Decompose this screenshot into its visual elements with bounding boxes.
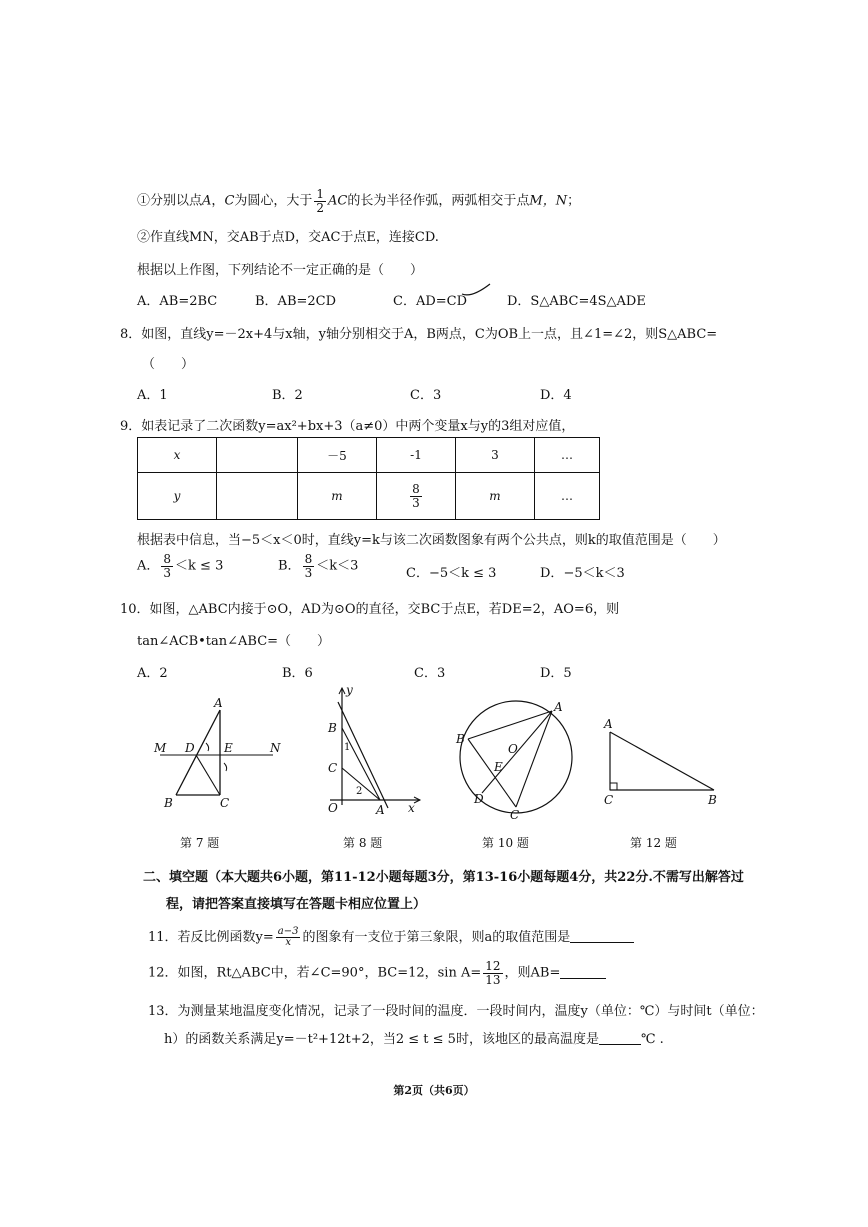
q7-point-a: A [202, 193, 212, 209]
q9-option-d-letter: D． [540, 566, 564, 581]
table-cell: x [138, 438, 217, 473]
q7-option-a: A．AB=2BC [137, 294, 218, 309]
q11-fraction: $\frac{a-3}{x}$ [277, 925, 299, 948]
fig12-label-a: A [604, 717, 613, 731]
q12-pre: 12．如图，Rt△ABC中，若∠C=90°，BC=12，sin A= [148, 965, 482, 981]
fig10-label-o: O [508, 742, 518, 756]
q11-text [148, 926, 634, 949]
fig12-label-c: C [604, 793, 614, 807]
fig8-label-y: y [346, 683, 353, 697]
q7-prompt: 根据以上作图，下列结论不一定正确的是（ ） [137, 263, 424, 278]
q13-text2-pre: h）的函数关系满足y=－t²+12t+2，当2 ≤ t ≤ 5时，该地区的最高温度是 [164, 1032, 599, 1047]
fig7-label-d: D [185, 741, 195, 755]
q7-option-b: B．AB=2CD [255, 294, 337, 309]
fig7-label-e: E [224, 741, 233, 755]
table-cell: -1 [377, 438, 456, 473]
page-footer: 第2页（共6页） [393, 1084, 475, 1097]
q8-paren: （ ） [142, 357, 195, 372]
fig10-label-e: E [494, 760, 503, 774]
q10-option-b: B．6 [282, 666, 313, 681]
q9-option-b-rest: ＜k＜3 [316, 558, 359, 574]
fig8-angle-1: 1 [344, 742, 351, 753]
fig8-label-o: O [328, 801, 338, 815]
caption-fig8: 第 8 题 [343, 836, 383, 850]
table-cell: m [298, 473, 377, 520]
q9-option-c-rest: −5＜k ≤ 3 [428, 566, 497, 581]
q7-point-c: C [224, 193, 235, 209]
step-marker-1: ① [137, 193, 151, 209]
fig10-label-d: D [474, 792, 484, 806]
q9-option-a-rest: ＜k ≤ 3 [175, 558, 224, 574]
table-cell: … [535, 438, 600, 473]
q9-prompt: 根据表中信息，当−5＜x＜0时，直线y=k与该二次函数图象有两个公共点，则k的取值范围是（ ） [137, 533, 726, 548]
q8-option-c: C．3 [410, 388, 442, 403]
q9-option-a-letter: A． [137, 558, 160, 574]
q9-option-a-frac: $\frac{8}{3}$ [163, 552, 172, 580]
table-row [138, 438, 600, 473]
table-cell: －5 [298, 438, 377, 473]
table-cell [217, 473, 298, 520]
q9-option-c [406, 562, 496, 581]
fig8-label-x: x [408, 801, 415, 815]
q7-step1-mid: 为圆心，大于 [234, 193, 313, 209]
q9-table-fraction: $\frac{8}{3}$ [412, 481, 420, 510]
q8-text: 8．如图，直线y=－2x+4与x轴，y轴分别相交于A，B两点，C为OB上一点，且∠1=∠2，则S△ABC= [120, 327, 718, 342]
table-cell [217, 438, 298, 473]
q10-option-d: D．5 [540, 666, 572, 681]
q8-option-a: A．1 [137, 388, 168, 403]
q10-text: 10．如图，△ABC内接于⊙O，AD为⊙O的直径，交BC于点E，若DE=2，AO=6，则 [120, 602, 620, 617]
answer-blank[interactable] [599, 1044, 641, 1045]
fig7-label-n: N [270, 741, 281, 755]
q9-text: 9．如表记录了二次函数y=ax²+bx+3（a≠0）中两个变量x与y的3组对应值， [120, 419, 575, 434]
q10-text2: tan∠ACB•tan∠ABC=（ ） [137, 634, 331, 649]
fig7-label-a: A [214, 696, 223, 710]
answer-blank[interactable] [570, 942, 634, 943]
q13-text2-post: ℃ . [640, 1032, 664, 1047]
table-cell [377, 473, 456, 520]
step-marker-2: ② [137, 230, 151, 245]
table-cell: y [138, 473, 217, 520]
q12-post: ，则AB= [504, 965, 561, 981]
fig8-label-b: B [328, 721, 337, 735]
q9-option-c-letter: C． [406, 566, 429, 581]
q9-option-b-letter: B． [278, 558, 301, 574]
check-mark-icon [460, 282, 492, 300]
figure-7 [148, 695, 288, 815]
fig8-angle-2: 2 [356, 786, 363, 797]
q12-text [148, 960, 606, 986]
fig10-label-c: C [510, 808, 520, 822]
fig8-label-a: A [376, 803, 385, 817]
figure-8 [320, 680, 430, 820]
q7-step2 [137, 226, 439, 245]
q9-option-b-frac: $\frac{8}{3}$ [304, 552, 313, 580]
q8-option-b: B．2 [272, 388, 303, 403]
fig10-label-b: B [456, 732, 465, 746]
q7-step1-post: 的长为半径作弧，两弧相交于点 [347, 193, 530, 209]
caption-fig12: 第 12 题 [630, 836, 677, 850]
q9-option-d [540, 562, 625, 581]
q11-pre: 11．若反比例函数y= [148, 930, 274, 945]
table-cell: m [456, 473, 535, 520]
q7-option-d: D．S△ABC=4S△ADE [507, 294, 646, 309]
table-cell: … [535, 473, 600, 520]
fig7-label-c: C [220, 796, 230, 810]
q7-segment-ac: AC [328, 193, 348, 209]
q9-option-d-rest: −5＜k＜3 [563, 566, 625, 581]
q11-post: 的图象有一支位于第三象限，则a的取值范围是 [302, 930, 571, 945]
fig8-label-c: C [328, 761, 338, 775]
figure-10 [452, 695, 582, 825]
q7-option-c: C．AD=CD [393, 294, 468, 309]
q13-text2 [164, 1028, 664, 1047]
q9-option-a [137, 553, 223, 579]
q9-option-b [278, 553, 358, 579]
q9-table [137, 437, 600, 520]
fig7-label-m: M [154, 741, 167, 755]
q7-step1: ①分别以点A，C为圆心，大于 $\frac{1}{2}$ AC的长为半径作弧，两弧相交于点M，N； [137, 187, 581, 215]
q7-step1-pre: 分别以点 [150, 193, 203, 209]
q10-option-a: A．2 [137, 666, 168, 681]
q13-text: 13．为测量某地温度变化情况，记录了一段时间的温度．一段时间内，温度y（单位：℃）与时间t（单位： [148, 1004, 764, 1019]
fig12-label-b: B [708, 793, 717, 807]
table-row [138, 473, 600, 520]
q7-fraction: $\frac{1}{2}$ [316, 187, 325, 215]
fig10-label-a: A [554, 700, 563, 714]
q7-step1-end: ； [567, 193, 581, 209]
answer-blank[interactable] [560, 978, 606, 979]
figure-12 [598, 712, 728, 812]
q8-option-d: D．4 [540, 388, 572, 403]
q7-points-mn: M，N [529, 193, 568, 209]
fig7-label-b: B [164, 796, 173, 810]
section-2-title: 二、填空题（本大题共6小题，第11-12小题每题3分，第13-16小题每题4分，共22分.不需写出解答过 [143, 870, 744, 885]
caption-fig10: 第 10 题 [482, 836, 529, 850]
q10-option-c: C．3 [414, 666, 446, 681]
q12-fraction: $\frac{12}{13}$ [485, 959, 501, 987]
section-2-title2: 程，请把答案直接填写在答题卡相应位置上） [166, 897, 427, 912]
caption-fig7: 第 7 题 [180, 836, 220, 850]
table-cell: 3 [456, 438, 535, 473]
q7-step2-text: 作直线MN，交AB于点D，交AC于点E，连接CD. [150, 230, 439, 245]
